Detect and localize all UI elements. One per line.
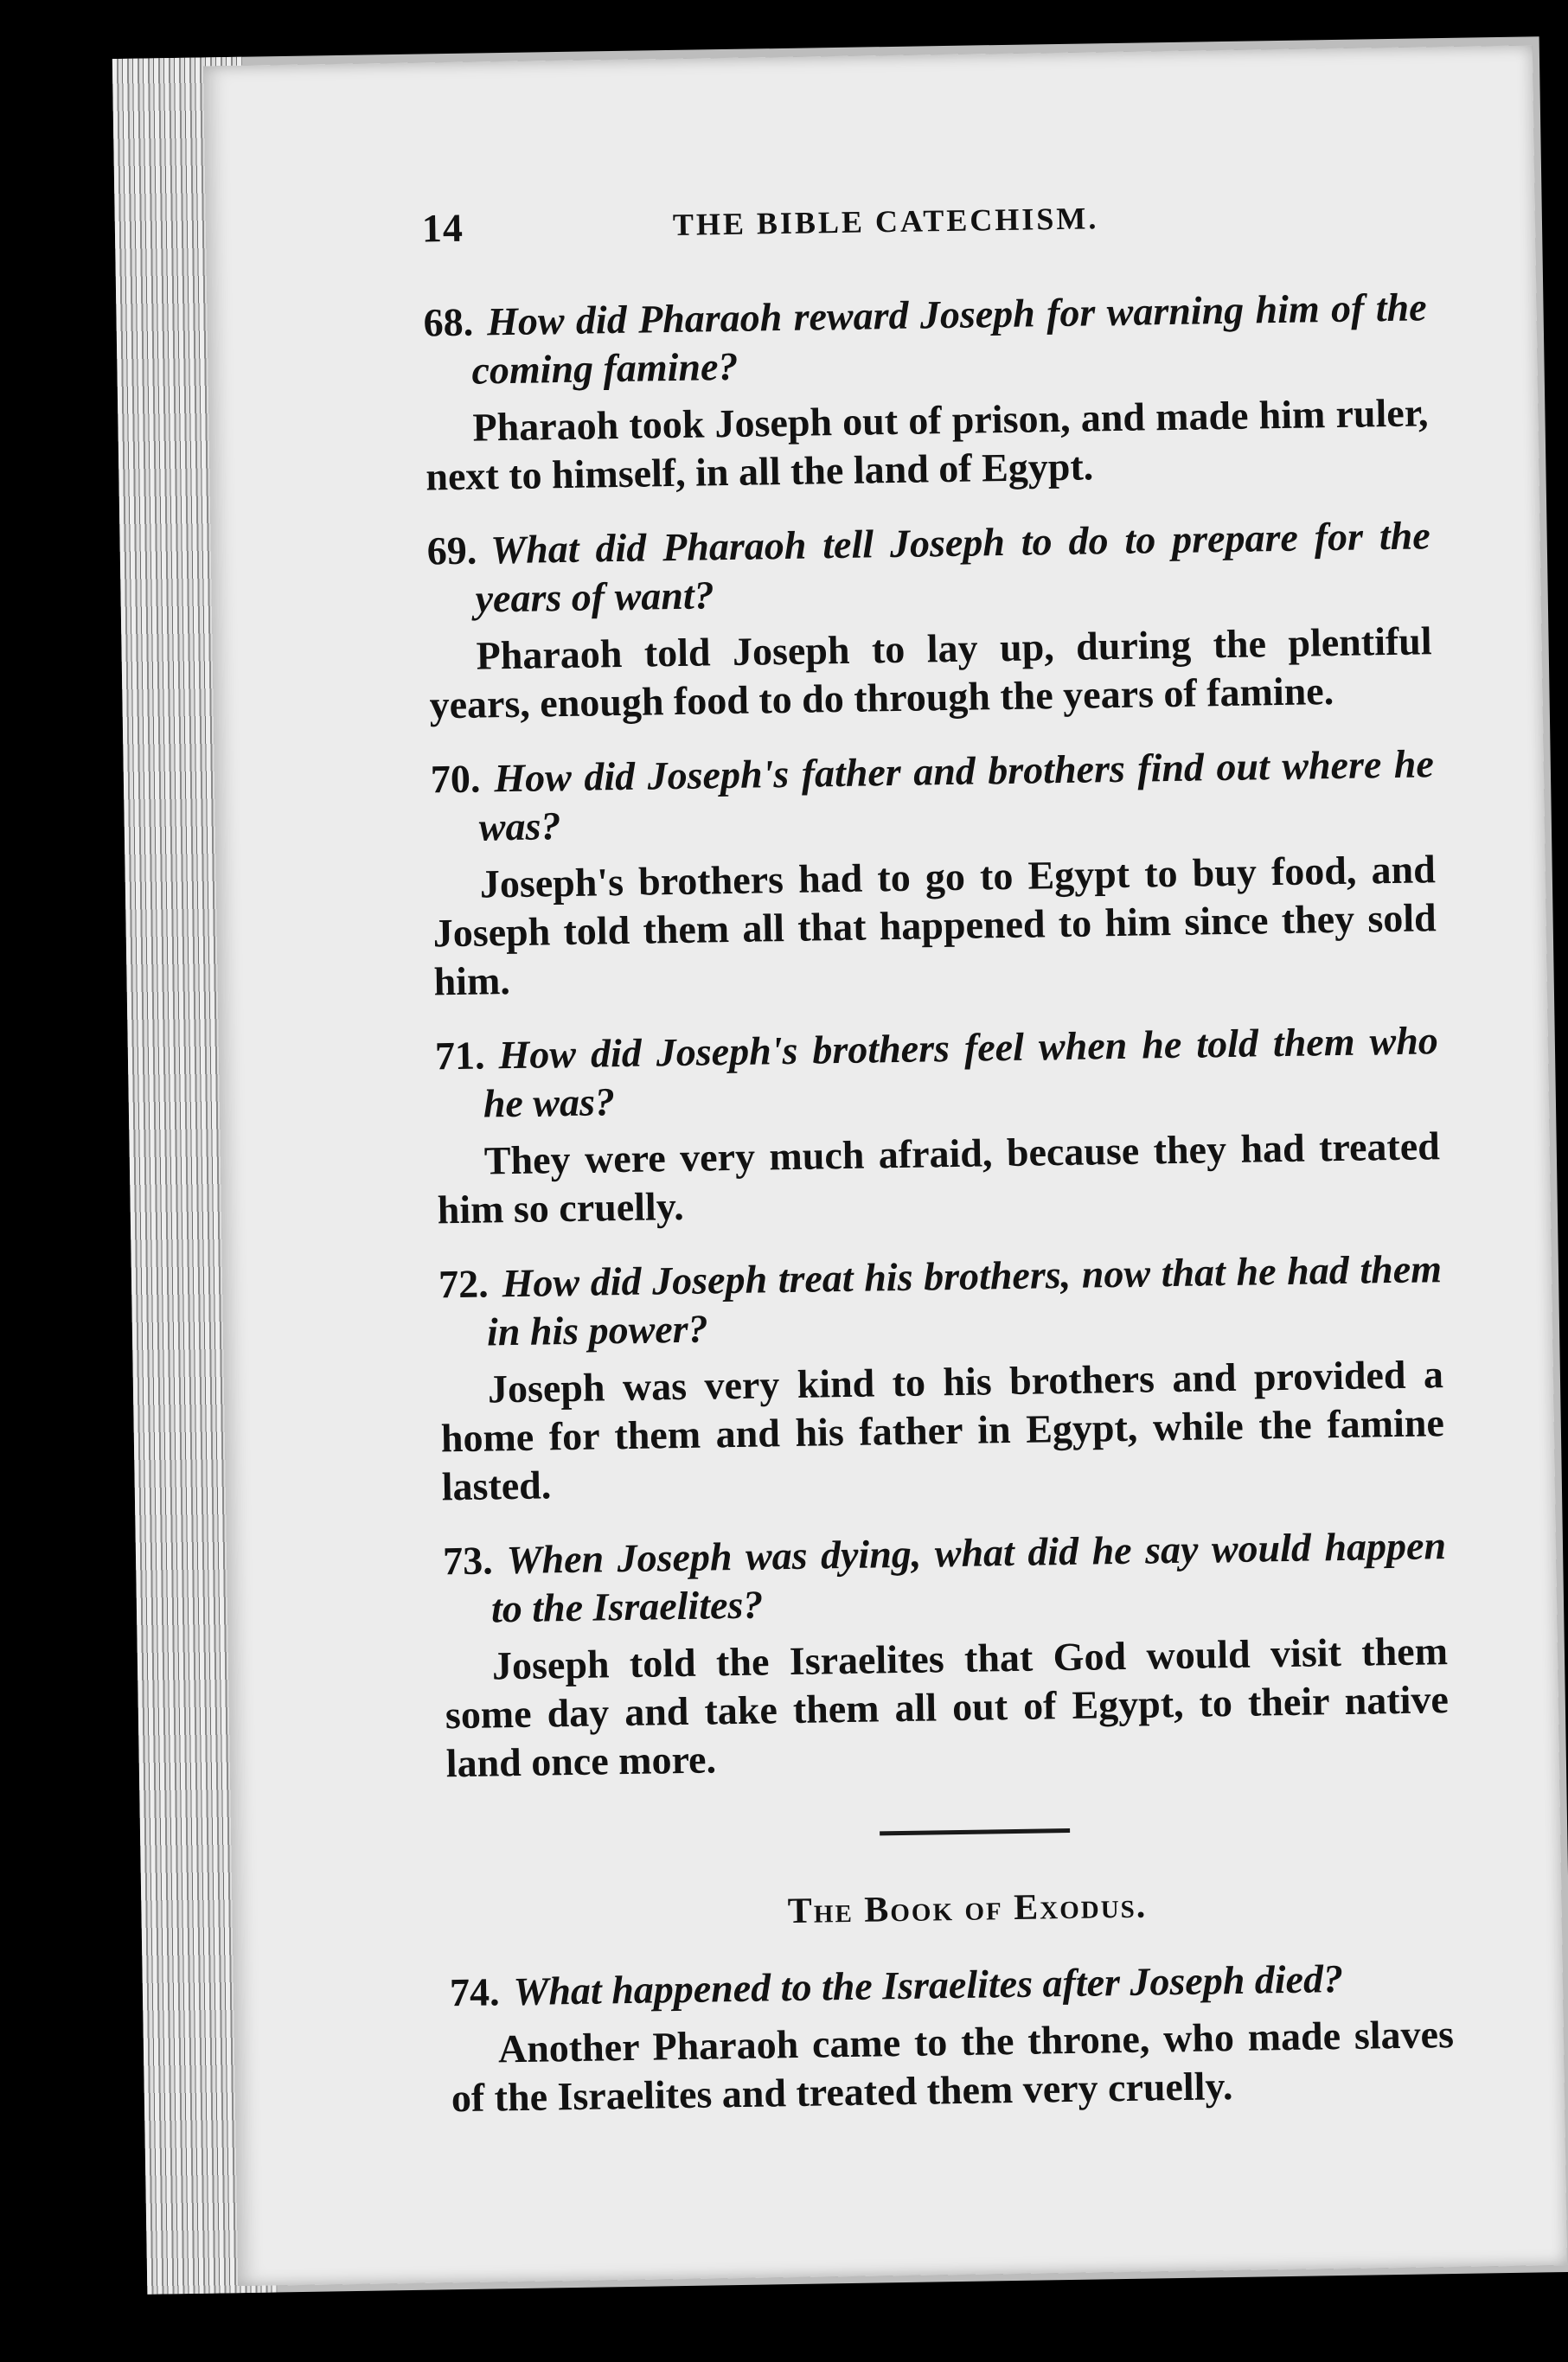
question: [450, 1953, 1454, 2017]
question-number: 72.: [438, 1261, 489, 1307]
question-number: 69.: [426, 528, 477, 573]
catechism-entry-73: [443, 1521, 1450, 1788]
question-text: How did Joseph's father and brothers find out where he was?: [478, 741, 1435, 849]
question-number: 73.: [442, 1538, 494, 1584]
page-content: [422, 189, 1456, 2148]
question-text: When Joseph was dying, what did he say would happen to the Israelites?: [490, 1523, 1447, 1631]
question: [426, 511, 1431, 624]
question: [430, 739, 1435, 852]
question-number: 74.: [449, 1969, 500, 2015]
question: [438, 1245, 1443, 1357]
question: [435, 1016, 1440, 1129]
answer-text: Joseph told the Israelites that God would visit them some day and take them all out of Egypt, to their native land once more.: [445, 1629, 1450, 1786]
book-page: [203, 45, 1567, 2286]
catechism-entry-74: [450, 1953, 1456, 2122]
question: [443, 1521, 1448, 1634]
answer-text: Pharaoh took Joseph out of prison, and made him ruler, next to himself, in all the land of Egypt.: [426, 390, 1429, 499]
question: [423, 283, 1428, 395]
question-text: What did Pharaoh tell Joseph to do to prepare for the years of want?: [475, 513, 1431, 621]
question-text: What happened to the Israelites after Joseph died?: [513, 1956, 1344, 2014]
section-heading: The Book of Exodus.: [787, 1885, 1148, 1932]
answer-text: Another Pharaoh came to the throne, who made slaves of the Israelites and treated them very cruelly.: [451, 2012, 1455, 2121]
section-divider: [880, 1828, 1070, 1835]
catechism-entry-69: [426, 511, 1433, 729]
answer-text: Joseph's brothers had to go to Egypt to buy food, and Joseph told them all that happened to him since they sold him.: [432, 847, 1437, 1004]
question-number: 70.: [430, 756, 481, 802]
question-text: How did Joseph's brothers feel when he told them who he was?: [483, 1018, 1439, 1126]
question-number: 71.: [434, 1033, 485, 1079]
book-page-stack: [112, 36, 1568, 2295]
catechism-entry-68: [423, 283, 1430, 501]
catechism-entry-71: [435, 1016, 1442, 1234]
catechism-entry-72: [438, 1245, 1445, 1511]
catechism-entry-70: [430, 739, 1437, 1006]
book-title: THE BIBLE CATECHISM.: [672, 201, 1099, 242]
page-number: 14: [421, 205, 464, 251]
question-number: 68.: [423, 299, 474, 345]
answer-text: Pharaoh told Joseph to lay up, during the plentiful years, enough food to do through the years of famine.: [429, 618, 1432, 727]
answer-text: Joseph was very kind to his brothers and provided a home for them and his father in Egypt, while the famine lasted.: [440, 1352, 1445, 1509]
answer-text: They were very much afraid, because they had treated him so cruelly.: [437, 1123, 1441, 1232]
question-text: How did Pharaoh reward Joseph for warning him of the coming famine?: [471, 285, 1427, 393]
question-text: How did Joseph treat his brothers, now that he had them in his power?: [486, 1246, 1443, 1354]
running-head: [422, 189, 1426, 257]
